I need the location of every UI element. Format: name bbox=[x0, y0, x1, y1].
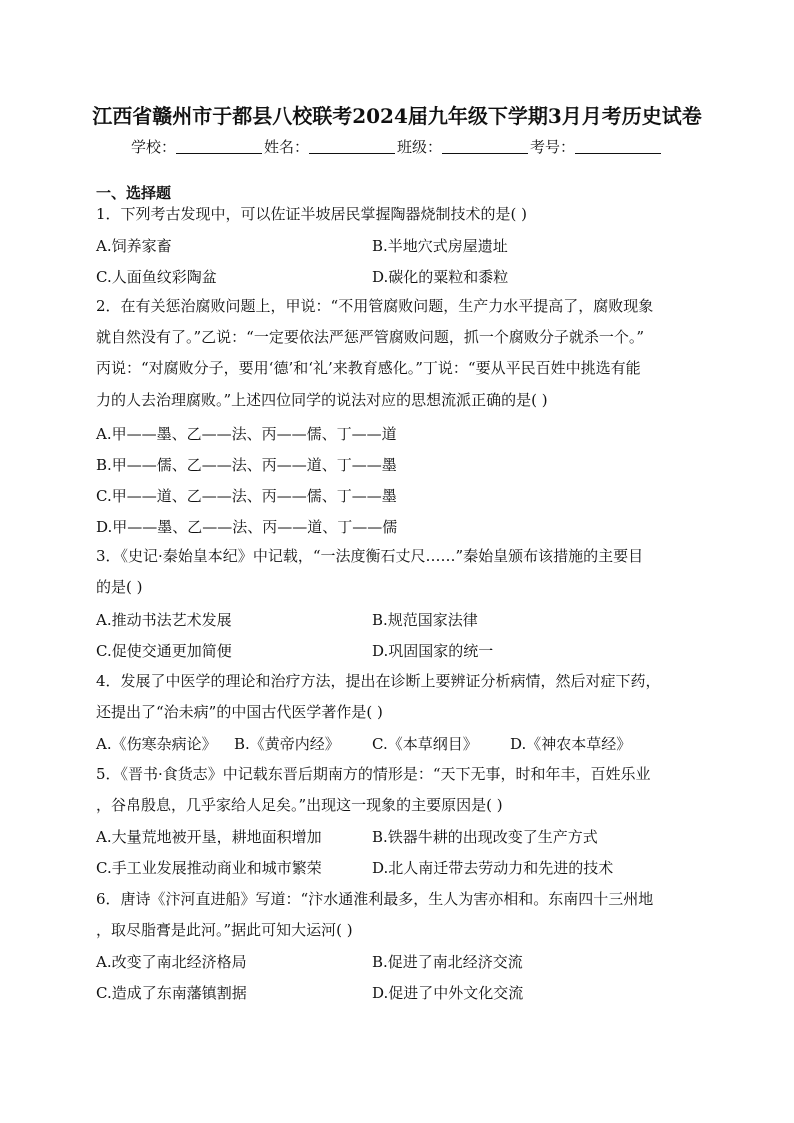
q2-stem-line-3: 丙说：“对腐败分子，要用‘德’和‘礼’来教育感化。”丁说：“要从平民百姓中挑选有能 bbox=[96, 359, 641, 377]
number-blank[interactable] bbox=[575, 139, 661, 154]
q4-option-a: A.《伤寒杂病论》 bbox=[96, 735, 217, 753]
q3-stem-line-1: 3．《史记·秦始皇本纪》中记载，“一法度衡石丈尺……”秦始皇颁布该措施的主要目 bbox=[96, 547, 644, 565]
q4-stem-line-2: 还提出了“治未病”的中国古代医学著作是( ) bbox=[96, 703, 383, 721]
q1-option-c: C.人面鱼纹彩陶盆 bbox=[96, 268, 217, 286]
q6-stem-line-1: 6．唐诗《汴河直进船》写道：“汴水通淮利最多，生人为害亦相和。东南四十三州地 bbox=[96, 890, 654, 908]
q1-stem: 1．下列考古发现中，可以佐证半坡居民掌握陶器烧制技术的是( ) bbox=[96, 205, 528, 223]
q4-option-c: C.《本草纲目》 bbox=[372, 735, 478, 753]
q2-option-d: D.甲——墨、乙——法、丙——道、丁——儒 bbox=[96, 518, 398, 536]
class-blank[interactable] bbox=[442, 139, 528, 154]
class-label: 班级： bbox=[397, 138, 443, 156]
school-blank[interactable] bbox=[176, 139, 262, 154]
student-info-line bbox=[0, 136, 794, 157]
q5-option-a: A.大量荒地被开垦，耕地面积增加 bbox=[96, 828, 322, 846]
q6-option-c: C.造成了东南藩镇割据 bbox=[96, 984, 247, 1002]
q5-stem-line-2: ，谷帛殷息，几乎家给人足矣。”出现这一现象的主要原因是( ) bbox=[96, 796, 503, 814]
q1-option-b: B.半地穴式房屋遗址 bbox=[372, 237, 508, 255]
q5-option-c: C.手工业发展推动商业和城市繁荣 bbox=[96, 859, 322, 877]
q4-option-b: B.《黄帝内经》 bbox=[234, 735, 340, 753]
q5-option-b: B.铁器牛耕的出现改变了生产方式 bbox=[372, 828, 598, 846]
q6-option-b: B.促进了南北经济交流 bbox=[372, 953, 523, 971]
section-heading: 一、选择题 bbox=[96, 184, 172, 202]
exam-title: 江西省赣州市于都县八校联考2024届九年级下学期3月月考历史试卷 bbox=[92, 104, 702, 128]
q2-stem-line-1: 2．在有关惩治腐败问题上，甲说：“不用管腐败问题，生产力水平提高了，腐败现象 bbox=[96, 297, 654, 315]
name-blank[interactable] bbox=[309, 139, 395, 154]
q3-option-c: C.促使交通更加简便 bbox=[96, 642, 232, 660]
q5-option-d: D.北人南迁带去劳动力和先进的技术 bbox=[372, 859, 614, 877]
q2-option-c: C.甲——道、乙——法、丙——儒、丁——墨 bbox=[96, 487, 397, 505]
q5-stem-line-1: 5．《晋书·食货志》中记载东晋后期南方的情形是：“天下无事，时和年丰，百姓乐业 bbox=[96, 765, 651, 783]
q6-option-d: D.促进了中外文化交流 bbox=[372, 984, 524, 1002]
q2-stem-line-4: 力的人去治理腐败。”上述四位同学的说法对应的思想流派正确的是( ) bbox=[96, 391, 548, 409]
school-label: 学校： bbox=[130, 138, 176, 156]
number-label: 考号： bbox=[530, 138, 576, 156]
q6-stem-line-2: ，取尽脂膏是此河。”据此可知大运河( ) bbox=[96, 921, 353, 939]
q2-stem-line-2: 就自然没有了。”乙说：“一定要依法严惩严管腐败问题，抓一个腐败分子就杀一个。” bbox=[96, 328, 645, 346]
q3-option-d: D.巩固国家的统一 bbox=[372, 642, 494, 660]
q4-options-row bbox=[96, 733, 631, 754]
q6-option-a: A.改变了南北经济格局 bbox=[96, 953, 247, 971]
q3-stem-line-2: 的是( ) bbox=[96, 578, 143, 596]
q3-option-b: B.规范国家法律 bbox=[372, 611, 478, 629]
q4-option-d: D.《神农本草经》 bbox=[510, 735, 632, 753]
name-label: 姓名： bbox=[263, 138, 309, 156]
q1-option-d: D.碳化的粟粒和黍粒 bbox=[372, 268, 509, 286]
q3-option-a: A.推动书法艺术发展 bbox=[96, 611, 232, 629]
q2-option-a: A.甲——墨、乙——法、丙——儒、丁——道 bbox=[96, 425, 397, 443]
q4-stem-line-1: 4．发展了中医学的理论和治疗方法，提出在诊断上要辨证分析病情，然后对症下药， bbox=[96, 672, 661, 690]
q2-option-b: B.甲——儒、乙——法、丙——道、丁——墨 bbox=[96, 456, 397, 474]
q1-option-a: A.饲养家畜 bbox=[96, 237, 172, 255]
